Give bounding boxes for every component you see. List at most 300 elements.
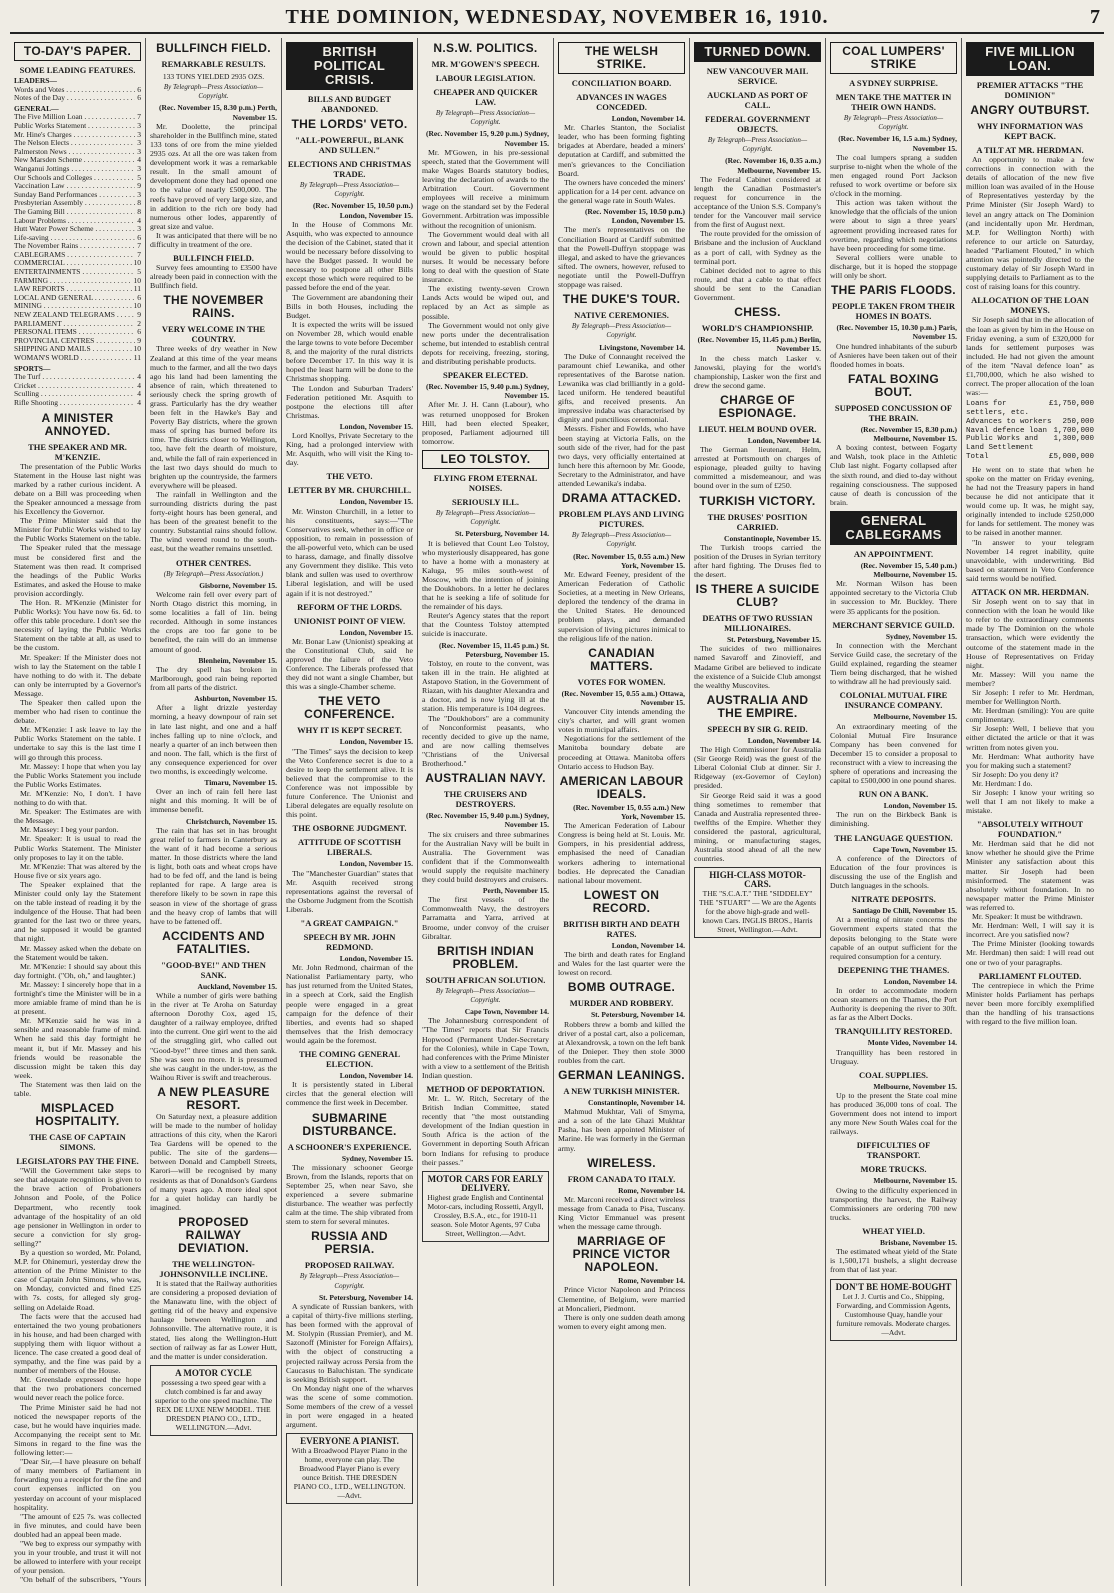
article-paragraph: The Prime Minister said he had not noticed the newspaper reports of the case, but he would have inquiries made. Accompanying the receipt sent to Mr. Simons in regard to the fine was the following letter:— <box>14 1402 141 1458</box>
article-byline: By Telegraph—Press Association—Copyright. <box>163 83 264 101</box>
article-headline: BULLFINCH FIELD. <box>156 41 271 55</box>
advertisement <box>694 867 821 938</box>
article-paragraph: Mr. Massey: Will you name the member? <box>966 669 1094 688</box>
contents-row <box>14 217 141 226</box>
contents-page: 10 <box>133 344 141 354</box>
article-headline: RUSSIA AND PERSIA. <box>311 1229 388 1257</box>
article-subhead: A TILT AT MR. HERDMAN. <box>976 145 1084 155</box>
contents-page: 5 <box>137 172 141 182</box>
columns-container <box>10 38 1104 1586</box>
article-paragraph: The Government would not only give new ports under the decentralisation scheme, but intended to establish central depots for receiving, freezing, storing, and distributing perishable products. <box>422 320 549 366</box>
contents-row <box>14 337 141 346</box>
article-deck: 133 TONS YIELDED 2935 OZS. <box>162 72 265 81</box>
article-dateline: London, November 14. <box>339 1071 413 1081</box>
article-paragraph: Mr. Marconi received a direct wireless message from Canada to Pisa, Tuscany. King Victor Emmanuel was present when the message came through. <box>558 1194 685 1232</box>
contents-page: 9 <box>137 181 141 191</box>
article-subhead: WHY IT IS KEPT SECRET. <box>297 725 402 736</box>
article-paragraph: The run on the Birkbeck Bank is diminishing. <box>830 810 957 829</box>
column-1 <box>10 38 146 1586</box>
article-paragraph: This action was taken without the knowledge that the officials of the union were about to sign a three years' agreement providing increased rates for overtime, regarding which negotiations have been proceeding for some time. <box>830 198 957 253</box>
article-headline: AMERICAN LABOUR IDEALS. <box>559 773 684 801</box>
article-subhead: ELECTIONS AND CHRISTMAS TRADE. <box>287 159 412 179</box>
article-byline: By Telegraph—Press Association—Copyright. <box>707 136 808 154</box>
contents-label: ENTERTAINMENTS . . . <box>14 268 135 277</box>
contents-page: 3 <box>137 129 141 139</box>
article-paragraph: "The Times" says the decision to keep the Veto Conference secret is due to a desire to keep the settlement alive. It is believed that the compromise to the Conference was not impossible by future Conference. The Unionist and Liberal delegates are equally resolute on this point. <box>286 746 413 820</box>
article-paragraph: The six cruisers and three submarines for the Australian Navy will be built in Australia. The Government was confident that if the Commonwealth would supply the requisite machinery they could build destroyers and cruisers. <box>422 829 549 884</box>
table-row <box>966 435 1094 453</box>
article-subhead: SPEECH BY SIR G. REID. <box>707 723 808 734</box>
contents-row <box>14 382 141 391</box>
article-dateline: (Rec. November 15, 0.55 a.m.) New York, November 15. <box>573 802 685 821</box>
contents-page: 6 <box>137 93 141 103</box>
contents-row <box>14 156 141 165</box>
article-byline: By Telegraph—Press Association—Copyright. <box>435 508 536 527</box>
article-paragraph: On Monday night one of the wharves was the scene of some commotion. Some members of the crew of a vessel in port were engaged in a heated argument. <box>286 1383 413 1430</box>
contents-label: Presbyterian Assembly . . . <box>14 199 135 208</box>
contents-row <box>14 345 141 354</box>
article-dateline: London, November 14. <box>611 114 685 123</box>
article-subhead: THE OSBORNE JUDGMENT. <box>292 823 407 834</box>
column-2 <box>146 38 282 1586</box>
article-subhead: COAL SUPPLIES. <box>859 1069 928 1080</box>
column-6 <box>690 38 826 1586</box>
contents-page: 6 <box>137 292 141 302</box>
advertisement-text: With a Broadwood Player Piano in the home, everyone can play. The Broadwood Player Piano is every ounce British. THE DRESDEN PIANO CO., LTD., WELLINGTON.—Advt. <box>291 1446 408 1501</box>
article-headline: TURKISH VICTORY. <box>699 493 816 508</box>
table-value: 1,700,000 <box>1053 426 1094 435</box>
table-label: Total <box>966 453 989 462</box>
contents-page: 5 <box>137 267 141 277</box>
article-paragraph: One hundred inhabitants of the suburb of Asnieres have been taken out of their flooded homes in boats. <box>830 341 957 369</box>
table-value: £5,000,000 <box>1048 453 1094 462</box>
article-paragraph: The estimated wheat yield of the State is 1,500,171 bushels, a slight decrease from that of last year. <box>830 1247 957 1275</box>
article-paragraph: "We beg to express our sympathy with you in your trouble, and trust it will not be allowed to interfere with your receipt of your pension. <box>14 1538 141 1576</box>
contents-label: The November Rains . . . <box>14 242 135 251</box>
contents-row <box>14 208 141 217</box>
contents-row <box>14 225 141 234</box>
article-subhead: THE VETO. <box>326 471 373 482</box>
table-label: Loans for settlers, etc. <box>966 400 1030 418</box>
contents-label: Sculling . . . <box>14 390 135 399</box>
article-byline: By Telegraph—Press Association—Copyright. <box>571 322 672 340</box>
article-subhead: PEOPLE TAKEN FROM THEIR HOMES IN BOATS. <box>831 301 956 322</box>
article-dateline: St. Petersburg, November 14. <box>590 1010 685 1020</box>
article-headline: ACCIDENTS AND FATALITIES. <box>162 928 265 956</box>
article-paragraph: Mr. Herdman said that he did not know whether he should give the Prime Minister any satisfaction about this matter. Sir Joseph had been misinformed. The statement was absolutely without foundation. In no newspaper matter the Prime Minister was referred to. <box>966 839 1094 912</box>
article-paragraph: The High Commissioner for Australia (Sir George Reid) was the guest of the Liberal Colonial Club at dinner. Sir J. Ridgeway (ex-Governor of Ceylon) presided. <box>694 745 821 791</box>
advertisement-title: MOTOR CARS FOR EARLY DELIVERY. <box>427 1173 544 1193</box>
article-headline: LOWEST ON RECORD. <box>583 887 660 915</box>
article-headline: TURNED DOWN. <box>694 42 821 62</box>
article-paragraph: The birth and death rates for England and Wales for the last quarter were the lowest on record. <box>558 950 685 978</box>
article-subhead: MEN TAKE THE MATTER IN THEIR OWN HANDS. <box>835 92 952 112</box>
article-paragraph: Messrs. Fisher and Fowlds, who have been staying at Victoria Falls, on the south side of the river, had for the past two days, very officially entertained at lunch here this afternoon by Mr. Goode, Secretary to the Administrator, and have attended Lewanika's indaba. <box>558 424 685 489</box>
article-paragraph: The missionary schooner George Brown, from the Islands, reports that on September 25, when near Savo, she experienced a severe submarine disturbance. The weather was perfectly calm at the time. The ship vibrated from stem to stern for several minutes. <box>286 1162 413 1227</box>
article-headline: COAL LUMPERS' STRIKE <box>830 42 957 74</box>
article-headline: DRAMA ATTACKED. <box>561 491 682 506</box>
contents-page: 4 <box>137 215 141 225</box>
contents-label: The Turf . . . <box>14 373 135 382</box>
article-paragraph: Mr. L. W. Ritch, Secretary of the British Indian Committee, stated recently that "the most outstanding development of the Indian question in South Africa is the action of the Government in deporting South African born Indians for refusing to produce their passes." <box>422 1094 549 1167</box>
loan-allocation-table <box>966 400 1094 462</box>
article-headline: AUSTRALIAN NAVY. <box>425 771 546 786</box>
article-paragraph: Mr. Edward Feeney, president of the American Federation of Catholic Societies, at a meeting in New Orleans, deplored the tendency of the drama in the United States. He denounced problem plays, and demanded supervision of living pictures inimical to the religious life of the nation. <box>558 569 685 643</box>
article-dateline: London, November 15. <box>339 737 413 747</box>
article-paragraph: In the House of Commons Mr. Asquith, who was expected to announce the decision of the Cabinet, stated that it would be necessary before dissolving to have the Budget passed. It would be necessary to postpone all other Bills except those which were required to be passed before the end of the year. <box>286 219 413 293</box>
contents-label: Public Works Statement . . . <box>14 122 135 131</box>
column-7 <box>826 38 962 1586</box>
column-3 <box>282 38 418 1586</box>
contents-page: 4 <box>137 155 141 165</box>
article-dateline: London, November 15. <box>339 859 413 869</box>
article-dateline: (Rec. November 15, 11.45 p.m.) Berlin, November 15. <box>697 335 821 354</box>
contents-page: 4 <box>137 380 141 390</box>
article-dateline: Auckland, November 15. <box>197 981 277 991</box>
article-paragraph: "On behalf of the subscribers, "Yours <box>20 1575 141 1585</box>
article-dateline: London, November 15. <box>339 627 413 637</box>
article-paragraph: Robbers threw a bomb and killed the driver of a postal cart, also a policeman, at Alexandrovsk, a town on the left bank of the Dnieper. They then stole 3000 roubles from the cart. <box>558 1019 685 1065</box>
article-paragraph: He went on to state that when he spoke on the matter on Friday evening, he had not the Treasury papers in hand because he did not anticipate that it would come up. It was, he might say, originally intended to include £250,000 for lands for settlement. The money was to be raised in another manner. <box>966 464 1094 538</box>
article-byline: (By Telegraph—Press Association.) <box>163 569 264 578</box>
contents-page: 7 <box>137 241 141 251</box>
contents-label: Labour Problems . . . <box>14 217 135 226</box>
article-paragraph: The first vessels of the Commonwealth Navy, the destroyers Parramatta and Yarra, arrived at Broome, under convoy of the cruiser Gibraltar. <box>422 895 549 941</box>
contents-label: CABLEGRAMS . . . <box>14 251 135 260</box>
article-subhead: AUCKLAND AS PORT OF CALL. <box>707 90 808 110</box>
contents-row <box>14 182 141 191</box>
article-dateline: (Rec. November 16, 0.35 a.m.) Melbourne, November 15. <box>725 156 821 175</box>
article-subhead: PARLIAMENT FLOUTED. <box>978 970 1082 981</box>
contents-label: Palmerston News . . . <box>14 148 135 157</box>
article-headline: MISPLACED HOSPITALITY. <box>35 1101 120 1129</box>
article-headline: A MINISTER ANNOYED. <box>41 410 114 438</box>
article-paragraph: Mahmud Mukhtar, Vali of Smyrna, and a son of the late Ghazi Mukhtar Pasha, has been appointed Minister of Marine. He was formerly in the German army. <box>558 1107 685 1153</box>
article-dateline: Monte Video, November 14. <box>867 1038 957 1048</box>
article-dateline: Livingstone, November 14. <box>599 342 685 352</box>
article-subhead: NITRATE DEPOSITS. <box>851 894 936 905</box>
article-headline: ANGRY OUTBURST. <box>970 103 1090 117</box>
article-paragraph: The coal lumpers sprang a sudden surprise to-night when the whole of the men engaged round Port Jackson refused to work overtime or before six o'clock in the morning. <box>830 152 957 199</box>
article-paragraph: Reuter's Agency states that the report that the Countess Tolstoy attempted suicide is inaccurate. <box>422 611 549 639</box>
article-dateline: (Rec. November 15, 10.30 p.m.) Paris, November 15. <box>836 323 957 342</box>
article-paragraph: In connection with the Merchant Service Guild case, the secretary of the Guild explained, regarding the steamer Tiern being discharged, that he wished to withdraw all he had previously said. <box>830 640 957 687</box>
article-subhead: SUPPOSED CONCUSSION OF THE BRAIN. <box>834 402 953 423</box>
article-dateline: (Rec. November 15, 0.55 a.m.) Ottawa, November 15. <box>561 688 685 707</box>
article-paragraph: Mr. Herdman: Well, I will say it is incorrect. Are you satisfied now? <box>966 921 1094 940</box>
contents-label: The Five Million Loan . . . <box>14 113 135 122</box>
contents-label: The Nelson Elects . . . <box>14 139 135 148</box>
article-paragraph: The Duke of Connaught received the paramount chief Lewanika, and other representatives of the Barotse nation. Lewanika was clad brilliantly in a gold-laced uniform. He tendered beautiful gifts, and received presents. An impressive indaba was characterised by dignity and punctilious ceremonial. <box>558 351 685 425</box>
article-paragraph: Mr. Speaker: If the Minister does not wish to lay the Statement on the table I have nothing to do with it. The debate can only be interrupted by a Governor's Message. <box>14 652 141 698</box>
advertisement-text: THE "S.C.A.T." THE "SIDDELEY" THE "STUART" — We are the Agents for the above high-grade and well-known Cars. INGLIS BROS., Harris Street, Wellington.—Advt. <box>699 889 816 935</box>
table-value: 1,300,000 <box>1053 435 1094 444</box>
article-subhead: AN APPOINTMENT. <box>853 548 934 559</box>
contents-label: FARMING . . . <box>14 277 132 286</box>
masthead <box>10 4 1104 34</box>
article-dateline: London, November 15. <box>339 497 413 507</box>
article-paragraph: While a number of girls were bathing in the river at Te Aroha on Saturday afternoon Dorothy Cox, aged 15, daughter of a railway employee, drifted into the current. One girl went to the aid of the struggling girl, who called out "Good-bye!" three times and then sank. She was seen no more. It is presumed she was caught in the under-tow, as the Waihou River is swift and treacherous. <box>150 990 277 1082</box>
article-subhead: SPEAKER ELECTED. <box>442 370 529 381</box>
article-headline: THE LORDS' VETO. <box>291 117 408 131</box>
article-paragraph: Negotiations for the settlement of the Manitoba boundary debate are proceeding at Ottawa. Manitoba offers Ontario access to Hudson Bay. <box>558 734 685 771</box>
contents-page: 10 <box>133 275 141 285</box>
article-paragraph: Mr. Winston Churchill, in a letter to his constituents, says:—"The Conservatives seek, whether in office or opposition, to remain in possession of the all-powerful veto, which can be used to harass, damage, and finally dissolve any Government they dislike. This veto blank and sullen was used to overthrow Liberal legislation, and will be used again if it is not destroyed." <box>286 506 413 598</box>
contents-page: 9 <box>137 335 141 345</box>
article-subhead: THE COMING GENERAL ELECTION. <box>298 1049 401 1070</box>
article-paragraph: Sir Joseph went on to say that in connection with the loan he would like to refer to the extraordinary comments made by The Dominion on the whole transaction, which were evidently the outcome of the statement made in the House of Representatives on Friday night. <box>966 597 1094 670</box>
table-label: Naval defence loan <box>966 426 1048 435</box>
article-subhead: VOTES FOR WOMEN. <box>577 676 666 687</box>
contents-list <box>14 86 141 103</box>
contents-row <box>14 86 141 95</box>
article-dateline: London, November 15. <box>339 953 413 963</box>
article-paragraph: In order to accommodate modern ocean steamers on the Thames, the Port Authority is deepening the river to 30ft. as far as the Albert Docks. <box>830 986 957 1023</box>
article-paragraph: Mr. M'Kenzie said he was in a sensible and reasonable frame of mind. When he said this day fortnight he meant it, but if Mr. Massey and his friends would be reasonable the discussion might be taken this day week. <box>14 1016 141 1080</box>
advertisement-title: DON'T BE HOME-BOUGHT <box>835 1281 952 1292</box>
article-subhead: SOME LEADING FEATURES. <box>19 65 136 75</box>
masthead-title: THE DOMINION, WEDNESDAY, NOVEMBER 16, 1910. <box>285 6 829 28</box>
article-headline: FIVE MILLION LOAN. <box>966 42 1094 76</box>
article-subhead: UNIONIST POINT OF VIEW. <box>293 615 406 626</box>
article-paragraph: Prince Victor Napoleon and Princess Clementine, of Belgium, were married at Moncalieri, Piedmont. <box>558 1285 685 1313</box>
contents-row <box>14 311 141 320</box>
article-dateline: Ashburton, November 15. <box>194 694 277 704</box>
article-paragraph: The rain that has set in has brought great relief to farmers in Canterbury as the want of it had become a serious matter. In those districts where the land is light, both oats and wheat crops have had to be fed off, and the land is being replanted for rape. A large area is therefore likely to be sown in rape this season in view of the shortage of grass and the heavy crop of lambs that will have to be fattened off. <box>150 825 277 926</box>
article-paragraph: Mr. Massey: I beg your pardon. <box>20 825 119 835</box>
article-paragraph: The Speaker ruled that the message must be considered first and the Statement was then read. It comprised the headings of the Public Works Estimates, and asked the House to make provision accordingly. <box>14 543 141 598</box>
article-paragraph: The Hon. R. M'Kenzie (Minister for Public Works): You have now 6s. 6d. to offer this table procedure. I don't see the necessity of laying the Public Works Statement on the table at all, as used to be the custom. <box>14 597 141 653</box>
article-paragraph: Mr. Doolette, the principal shareholder in the Bullfinch mine, stated 133 tons of ore from the mine yielded 2935 ozs. At all the ore was taken from development work it was a remarkable result. In the small amount of development done they had opened one to the value of nearly £500,000. The reefs have proved of very large size, and in addition to the rich ore body had numerous other lodes, apparently of great size and value. <box>150 121 277 231</box>
article-subhead: BULLFINCH FIELD. <box>173 253 254 264</box>
article-dateline: (Rec. November 15, 11.45 p.m.) St. Petersburg, November 15. <box>438 640 549 659</box>
contents-section-label: SPORTS— <box>14 363 51 373</box>
article-paragraph: Three weeks of dry weather in New Zealand at this time of the year means much to the farmer, and all the two days ago his land had been lamenting the absence of rain, which threatened to seriously check the spring growth of grass. Particularly has the dry weather been felt in the Hawke's Bay and Poverty Bay districts, where the grown mass of spring has burned before its time. The districts closer to Wellington, too, have felt the dearth of moisture, and, while the fall of rain experienced in the last two days should do much to brighten up the countryside, the farmers everywhere will be pleased. <box>150 344 277 490</box>
contents-section-label: GENERAL— <box>14 103 59 113</box>
article-subhead: NEW VANCOUVER MAIL SERVICE. <box>706 66 809 86</box>
article-dateline: St. Petersburg, November 15. <box>726 635 821 645</box>
article-paragraph: Mr. Greenslade expressed the hope that the two probationers concerned would never reach the police force. <box>14 1375 141 1403</box>
article-subhead: ADVANCES IN WAGES CONCEDED. <box>576 92 667 112</box>
article-paragraph: Mr. John Redmond, chairman of the Nationalist Parliamentary party, who has just returned from the United States, in a speech at Cork, said the English people were engaged in a great campaign for the defence of their liberties, and events had so shaped themselves that the Irish democracy would again be the foremost. <box>286 963 413 1045</box>
article-subhead: LEGISLATORS PAY THE FINE. <box>16 1156 139 1167</box>
article-paragraph: Survey fees amounting to £3500 have already been paid in connection with the Bullfinch field. <box>150 263 277 291</box>
article-paragraph: It is persistently stated in Liberal circles that the general election will commence the first week in December. <box>286 1080 413 1108</box>
contents-row <box>14 328 141 337</box>
advertisement-text: Highest grade English and Continental Motor-cars, including Rossetti, Argyll, Crossley, B.S.A., etc., for 1910-11 season. Sole Motor Agents, 97 Cuba Street, Wellington.—Advt. <box>427 1192 544 1238</box>
article-dateline: (Rec. November 15, 9.20 p.m.) Sydney, November 15. <box>426 129 549 148</box>
article-headline: CHESS. <box>734 305 781 320</box>
contents-page: 7 <box>137 249 141 259</box>
article-dateline: Melbourne, November 15. <box>873 1176 957 1186</box>
advertisement-text: Let J. J. Curtis and Co., Shipping, Forwarding, and Commission Agents, Customhouse Quay, handle your furniture removals. Moderate charges.—Advt. <box>836 1291 951 1337</box>
article-subhead: THE CASE OF CAPTAIN SIMONS. <box>29 1132 126 1153</box>
article-paragraph: The Speaker explained that the Minister could only lay the Statement on the table instead of reading it by the indulgence of the House. That had been granted for the last two or three years, and he supposed it would be granted that night. <box>14 879 141 944</box>
article-headline: SUBMARINE DISTURBANCE. <box>302 1110 397 1138</box>
article-dateline: Rome, November 14. <box>618 1276 685 1286</box>
article-paragraph: The Government are abandoning their Bills in both Houses, including the Budget. <box>286 292 413 320</box>
article-subhead: MURDER AND ROBBERY. <box>569 998 674 1009</box>
article-dateline: (Rec. November 15, 9.40 p.m.) Sydney, November 15. <box>426 382 549 401</box>
article-byline: By Telegraph—Press Association—Copyright. <box>435 986 536 1004</box>
article-subhead: "ABSOLUTELY WITHOUT FOUNDATION." <box>976 819 1084 840</box>
page-number: 7 <box>1090 6 1100 28</box>
article-paragraph: The Statement was then laid on the table. <box>14 1079 141 1099</box>
article-subhead: THE CRUISERS AND DESTROYERS. <box>443 789 528 810</box>
contents-row <box>14 165 141 174</box>
article-paragraph: Mr. Herdman: What authority have you for making such a statement? <box>966 751 1094 770</box>
article-subhead: FROM CANADA TO ITALY. <box>567 1173 676 1184</box>
article-subhead: THE LANGUAGE QUESTION. <box>834 832 953 843</box>
contents-row <box>14 399 141 408</box>
article-paragraph: Cabinet decided not to agree to this route, and that a cable to that effect should be sent to the Canadian Government. <box>694 265 821 303</box>
article-paragraph: The centrepiece in which the Prime Minister holds Parliament has perhaps never been more forcibly exemplified than the handling of his transactions with regard to the five million loan. <box>966 980 1094 1026</box>
article-paragraph: The German lieutenant, Helm, arrested at Portsmouth on charges of espionage, pleaded guilty to having committed a misdemeanour, and was bound over in the sum of £250. <box>694 445 821 491</box>
article-subhead: VERY WELCOME IN THE COUNTRY. <box>161 324 266 345</box>
contents-page: 9 <box>137 310 141 320</box>
article-subhead: PROPOSED RAILWAY. <box>304 1260 395 1271</box>
article-paragraph: The Federal Cabinet considered at length the Canadian Postmaster's request for concurrence in the acceptance of the Union S.S. Company's tender for the Vancouver mail service from the first of August next. <box>694 174 821 230</box>
article-paragraph: The Government would deal with all crown and labour, and special attention would be given to public hospital nurses. It would be necessary before long to deal with the question of State insurance. <box>422 229 549 285</box>
article-dateline: London, November 14. <box>611 940 685 950</box>
contents-label: Sunday Band Performances . . . <box>14 191 135 200</box>
contents-list <box>14 113 141 251</box>
article-paragraph: Mr. M'Kenzie: That was altered by the House five or six years ago. <box>14 861 141 880</box>
column-4 <box>418 38 554 1586</box>
table-row <box>966 418 1094 427</box>
article-paragraph: Welcome rain fell over every part of North Otago district this morning, in some localities a fall of 1in. being recorded. Although in some instances the crops are too far gone to be benefited, the rain will do an immense amount of good. <box>150 589 277 654</box>
article-dateline: Timaru, November 15. <box>204 778 277 788</box>
article-paragraph: Mr. Speaker: The Estimates are with the Message. <box>14 807 141 826</box>
article-paragraph: Mr. Massey: I hope that when you lay the Public Works Statement you include the Public Works Estimates. <box>14 761 141 789</box>
contents-row <box>14 148 141 157</box>
contents-row <box>14 259 141 268</box>
article-headline: PROPOSED RAILWAY DEVIATION. <box>178 1214 249 1255</box>
contents-row <box>14 320 141 329</box>
contents-page: 6 <box>137 327 141 337</box>
contents-label: LOCAL AND GENERAL . . . <box>14 294 135 303</box>
contents-row <box>14 373 141 382</box>
article-paragraph: The Turkish troops carried the position of the Druses in Syrian territory after hard fighting. The Druses fled to the desert. <box>694 542 821 580</box>
contents-label: Life-saving . . . <box>14 234 135 243</box>
contents-row <box>14 294 141 303</box>
article-subhead: "A GREAT CAMPAIGN." <box>300 917 399 928</box>
advertisement <box>830 1279 957 1341</box>
article-dateline: Cape Town, November 15. <box>872 844 957 854</box>
article-subhead: MR. M'GOWEN'S SPEECH. <box>431 59 540 69</box>
article-paragraph: On Saturday next, a pleasure addition will be made to the number of holiday attractions of this city, when the Karori Tea Gardens will be opened to the public. The site of the gardens—between Donald and Campbell Streets, Karori—will be recognised by many residents as that of Donaldson's Gardens of many years ago. A more ideal spot for a quiet holiday can hardly be imagined. <box>150 1111 277 1212</box>
contents-label: Our Schools and Colleges . . . <box>14 174 135 183</box>
article-headline: TO-DAY'S PAPER. <box>14 42 141 61</box>
article-paragraph: Owing to the difficulty experienced in transporting the harvest, the Railway Commissioners are ordering 700 new trucks. <box>830 1185 957 1222</box>
article-dateline: Sydney, November 15. <box>341 1153 413 1163</box>
article-subhead: THE SPEAKER AND MR. M'KENZIE. <box>28 441 127 462</box>
contents-row <box>14 242 141 251</box>
article-paragraph: Mr. Norman Wilson has been appointed secretary to the Victoria Club in succession to Mr. Buckley. There were 35 applicants for the position. <box>830 579 957 616</box>
contents-label: The Gaming Bill . . . <box>14 208 135 217</box>
article-subhead: SOUTH AFRICAN SOLUTION. <box>425 974 546 985</box>
article-dateline: St. Petersburg, November 14. <box>454 529 549 539</box>
article-dateline: Brisbane, November 15. <box>880 1238 957 1248</box>
article-dateline: (Rec. November 15, 8.30 p.m.) Melbourne, November 15. <box>860 424 957 444</box>
article-dateline: Gisborne, November 15. <box>199 580 277 590</box>
article-subhead: TRANQUILLITY RESTORED. <box>834 1026 953 1037</box>
article-paragraph: Several colliers were unable to discharge, but it is hoped the stoppage will only be short. <box>830 252 957 281</box>
article-headline: BRITISH POLITICAL CRISIS. <box>286 42 413 90</box>
column-8 <box>962 38 1098 1586</box>
article-paragraph: Mr. Massey asked when the debate on the Statement would be taken. <box>14 943 141 962</box>
article-paragraph: The facts were that the accused had entertained the two young probationers in his house, and had been charged with supplying them with liquor without a licence. The case created a good deal of sympathy, and the fine was paid by a number of members of the House. <box>14 1311 141 1376</box>
article-paragraph: In the chess match Lasker v. Janowski, playing for the world's championship, Lasker won the first and drew the second game. <box>694 353 821 390</box>
article-paragraph: Mr. Herdman: I do. <box>972 778 1033 788</box>
article-paragraph: Lord Knollys, Private Secretary to the King, had a prolonged interview with Mr. Asquith, who will visit the King to-day. <box>286 431 413 468</box>
advertisement <box>150 1365 277 1436</box>
article-subhead: BRITISH BIRTH AND DEATH RATES. <box>563 918 680 939</box>
article-subhead: PREMIER ATTACKS "THE DOMINION" <box>976 80 1084 100</box>
article-headline: THE DUKE'S TOUR. <box>562 292 681 307</box>
article-paragraph: At a meeting of nitrate concerns the Government experts stated that the deposits belonging to the State were capable of an output sufficient for the required consumption for a century. <box>830 915 957 961</box>
article-byline: By Telegraph—Press Association—Copyright. <box>299 181 400 199</box>
article-subhead: RUN ON A BANK. <box>858 789 929 800</box>
contents-row <box>14 139 141 148</box>
contents-page: 2 <box>137 318 141 328</box>
article-dateline: (Rec. November 15, 10.50 p.m.) London, November 15. <box>312 201 413 220</box>
article-paragraph: The Speaker then called upon the member who had risen to continue the debate. <box>14 698 141 726</box>
article-paragraph: There is only one sudden death among women to every eight among men. <box>558 1312 685 1331</box>
article-dateline: London, November 15. <box>883 801 957 811</box>
advertisement-title: EVERYONE A PIANIST. <box>300 1436 399 1447</box>
article-paragraph: The route provided for the omission of Brisbane and the inclusion of Auckland as a port of call, with Sydney as the terminal port. <box>694 229 821 266</box>
article-headline: A NEW PLEASURE RESORT. <box>157 1084 270 1112</box>
advertisement-text: possessing a two speed gear with a clutch combined is far and away superior to the one speed machine. The REX DE LUXE NEW MODEL. THE DRESDEN PIANO CO., LTD., WELLINGTON.—Advt. <box>154 1377 273 1432</box>
article-dateline: (Rec. November 15, 0.55 a.m.) New York, November 15. <box>573 551 685 570</box>
article-dateline: (Rec. November 16, 1.5 a.m.) Sydney, November 15. <box>838 134 957 153</box>
article-paragraph: Mr. M'Kenzie: I ask leave to lay the Public Works Statement on the table. I undertake to say this is the last time I will go through this process. <box>14 725 141 762</box>
advertisement <box>422 1171 549 1242</box>
contents-page: 3 <box>137 138 141 148</box>
table-value: £1,750,000 <box>1048 400 1094 409</box>
contents-page: 11 <box>133 284 141 294</box>
article-dateline: London, November 14. <box>747 735 821 745</box>
contents-page: 11 <box>133 353 141 362</box>
article-paragraph: Up to the present the State coal mine has produced 36,000 tons of coal. The Government does not intend to import any more New South Wales coal for the railways. <box>830 1091 957 1137</box>
article-subhead: NATIVE CEREMONIES. <box>574 310 669 321</box>
article-subhead: WHEAT YIELD. <box>862 1226 925 1237</box>
article-byline: By Telegraph—Press Association—Copyright. <box>571 531 672 549</box>
article-paragraph: After a light drizzle yesterday morning, a heavy downpour of rain set in late last night, and one and a half inches falling up to nine o'clock, and nearly a quarter of an inch between then and noon. The fall, which is the first of any consequence experienced for over two months, is exceedingly welcome. <box>150 703 277 776</box>
article-paragraph: The Johannesburg correspondent of "The Times" reports that Sir Francis Hopwood (Permanent Under-Secretary for the Colonies), while in Cape Town, had conferences with the Prime Minister with a view to a settlement of the British Indian question. <box>422 1016 549 1080</box>
article-paragraph: Sir Joseph: I know your writing so well that I am not likely to make a mistake. <box>966 788 1094 816</box>
article-headline: BOMB OUTRAGE. <box>567 980 676 995</box>
article-subhead: A SYDNEY SURPRISE. <box>849 78 938 88</box>
contents-label: Hutt Water Power Scheme . . . <box>14 225 135 234</box>
article-subhead: WHY INFORMATION WAS KEPT BACK. <box>976 121 1084 141</box>
article-subhead: FEDERAL GOVERNMENT OBJECTS. <box>704 114 811 134</box>
article-subhead: METHOD OF DEPORTATION. <box>426 1084 545 1095</box>
article-headline: CHARGE OF ESPIONAGE. <box>718 392 797 420</box>
article-headline: MARRIAGE OF PRINCE VICTOR NAPOLEON. <box>572 1234 671 1275</box>
article-paragraph: It is expected the writs will be issued on November 28, which would enable the large towns to vote before December 8, and the majority of the rural districts before December 17. In this way it is hoped the least harm will be done to the Christmas shopping. <box>286 319 413 384</box>
article-headline: THE WELSH STRIKE. <box>558 42 685 74</box>
article-paragraph: Mr. M'Kenzie: I should say about this day fortnight. ("Oh, oh," and laughter.) <box>14 961 141 980</box>
contents-page: 3 <box>137 163 141 173</box>
article-dateline: (Rec. November 15, 10.50 p.m.) London, November 15. <box>584 207 685 226</box>
contents-page: 4 <box>137 372 141 382</box>
article-headline: AUSTRALIA AND THE EMPIRE. <box>706 692 809 720</box>
contents-row <box>14 122 141 131</box>
article-headline: THE NOVEMBER RAINS. <box>163 293 264 321</box>
article-paragraph: The men's representatives on the Conciliation Board at Cardiff submitted that the Powell-Duffryn stoppage was illegal, and asked to have the grievances sifted. The owners, however, refused to negotiate until the Powell-Duffryn stoppage was raised. <box>558 225 685 290</box>
